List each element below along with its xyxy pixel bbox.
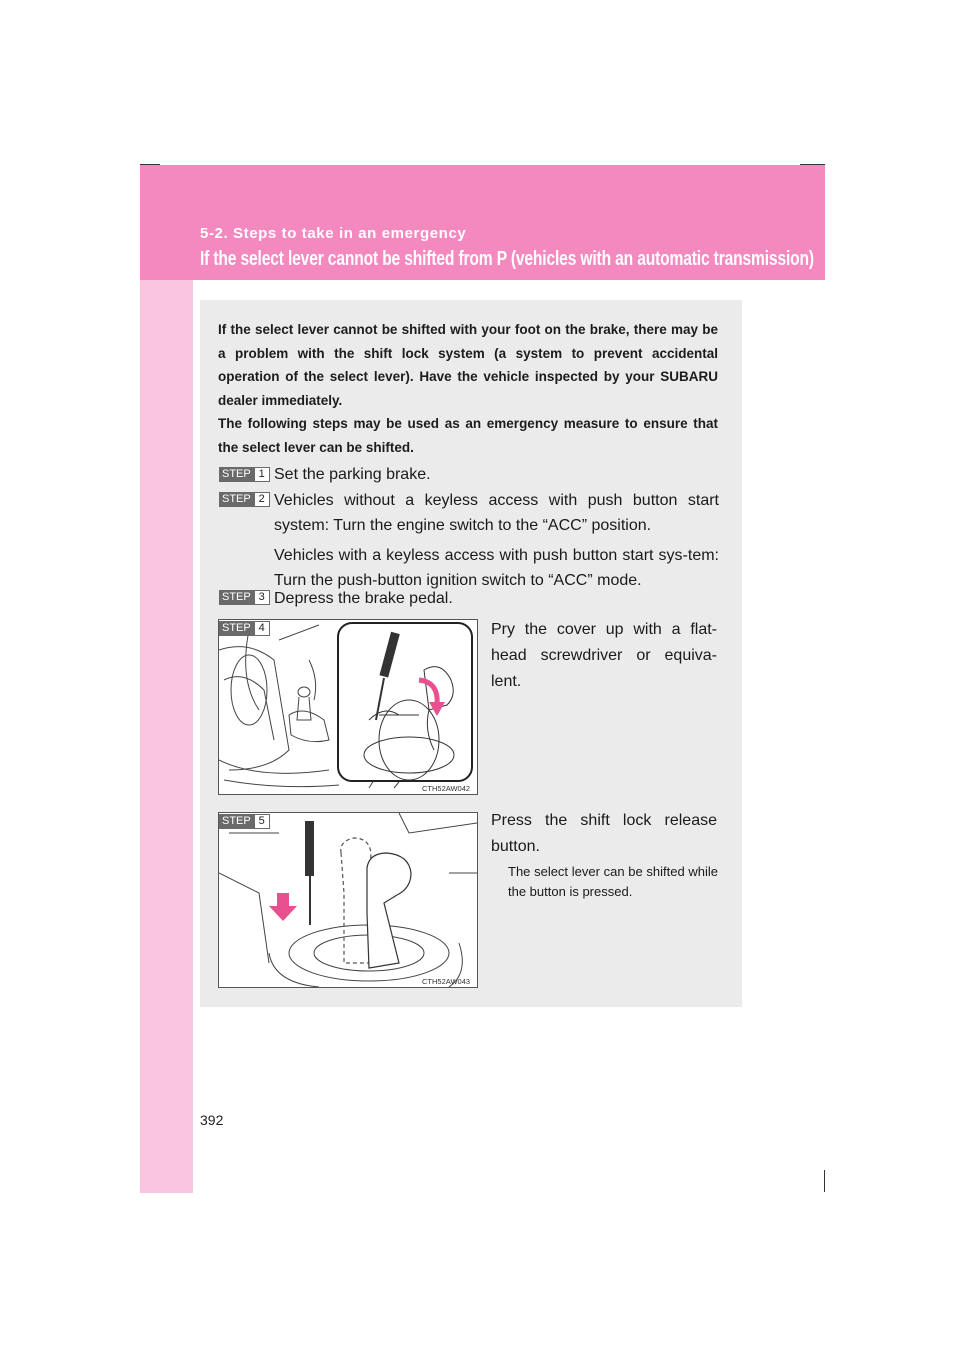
step-badge-number: 2 — [254, 492, 270, 507]
step-4-text: Pry the cover up with a flat-head screwdriver or equiva-lent. — [491, 621, 717, 690]
intro-paragraph: If the select lever cannot be shifted with your foot on the brake, there may be a problem with the shift lock system (a system to prevent accidental operation of the select lever). Have the vehicle inspected by your SUBARU dealer immediately. — [218, 322, 718, 408]
step-3-text: Depress the brake pedal. — [274, 590, 453, 607]
step-badge-number: 5 — [254, 814, 270, 829]
crop-mark — [824, 1170, 825, 1192]
step-badge-label: STEP — [219, 814, 254, 829]
step-badge-4 — [219, 621, 270, 636]
step-5-note: The select lever can be shifted while the button is pressed. — [508, 864, 718, 899]
page-number: 392 — [200, 1112, 224, 1128]
step-2-text: Vehicles without a keyless access with push button start system: Turn the engine switch to the “ACC” position. — [274, 492, 719, 534]
step-badge-label: STEP — [219, 467, 254, 482]
figure-code: CTH52AW042 — [422, 784, 471, 793]
intro-text — [218, 318, 718, 459]
page-title: If the select lever cannot be shifted from P (vehicles with an automatic transmission) — [200, 248, 814, 270]
step-badge-label: STEP — [219, 590, 254, 605]
step-2-text-keyless: Vehicles with a keyless access with push button start sys-tem: Turn the push-button ignition switch to “ACC” mode. — [274, 547, 719, 589]
step-4-figure — [218, 619, 478, 795]
section-label: 5-2. Steps to take in an emergency — [200, 225, 467, 242]
side-strip — [140, 280, 193, 1193]
step-badge-label: STEP — [219, 621, 254, 636]
step-badge-label: STEP — [219, 492, 254, 507]
step-badge-5 — [219, 814, 270, 829]
step-badge-1 — [219, 467, 270, 482]
step-5-text: Press the shift lock release button. — [491, 812, 717, 855]
step-badge-number: 1 — [254, 467, 270, 482]
step-badge-number: 3 — [254, 590, 270, 605]
intro-paragraph: The following steps may be used as an emergency measure to ensure that the select lever can be shifted. — [218, 416, 718, 455]
shift-lever-cover-illustration — [219, 620, 477, 794]
step-badge-number: 4 — [254, 621, 270, 636]
step-5-figure — [218, 812, 478, 988]
step-badge-2 — [219, 492, 270, 507]
shift-lock-release-illustration — [219, 813, 477, 987]
step-badge-3 — [219, 590, 270, 605]
figure-code: CTH52AW043 — [422, 977, 471, 986]
step-1-text: Set the parking brake. — [274, 466, 431, 483]
